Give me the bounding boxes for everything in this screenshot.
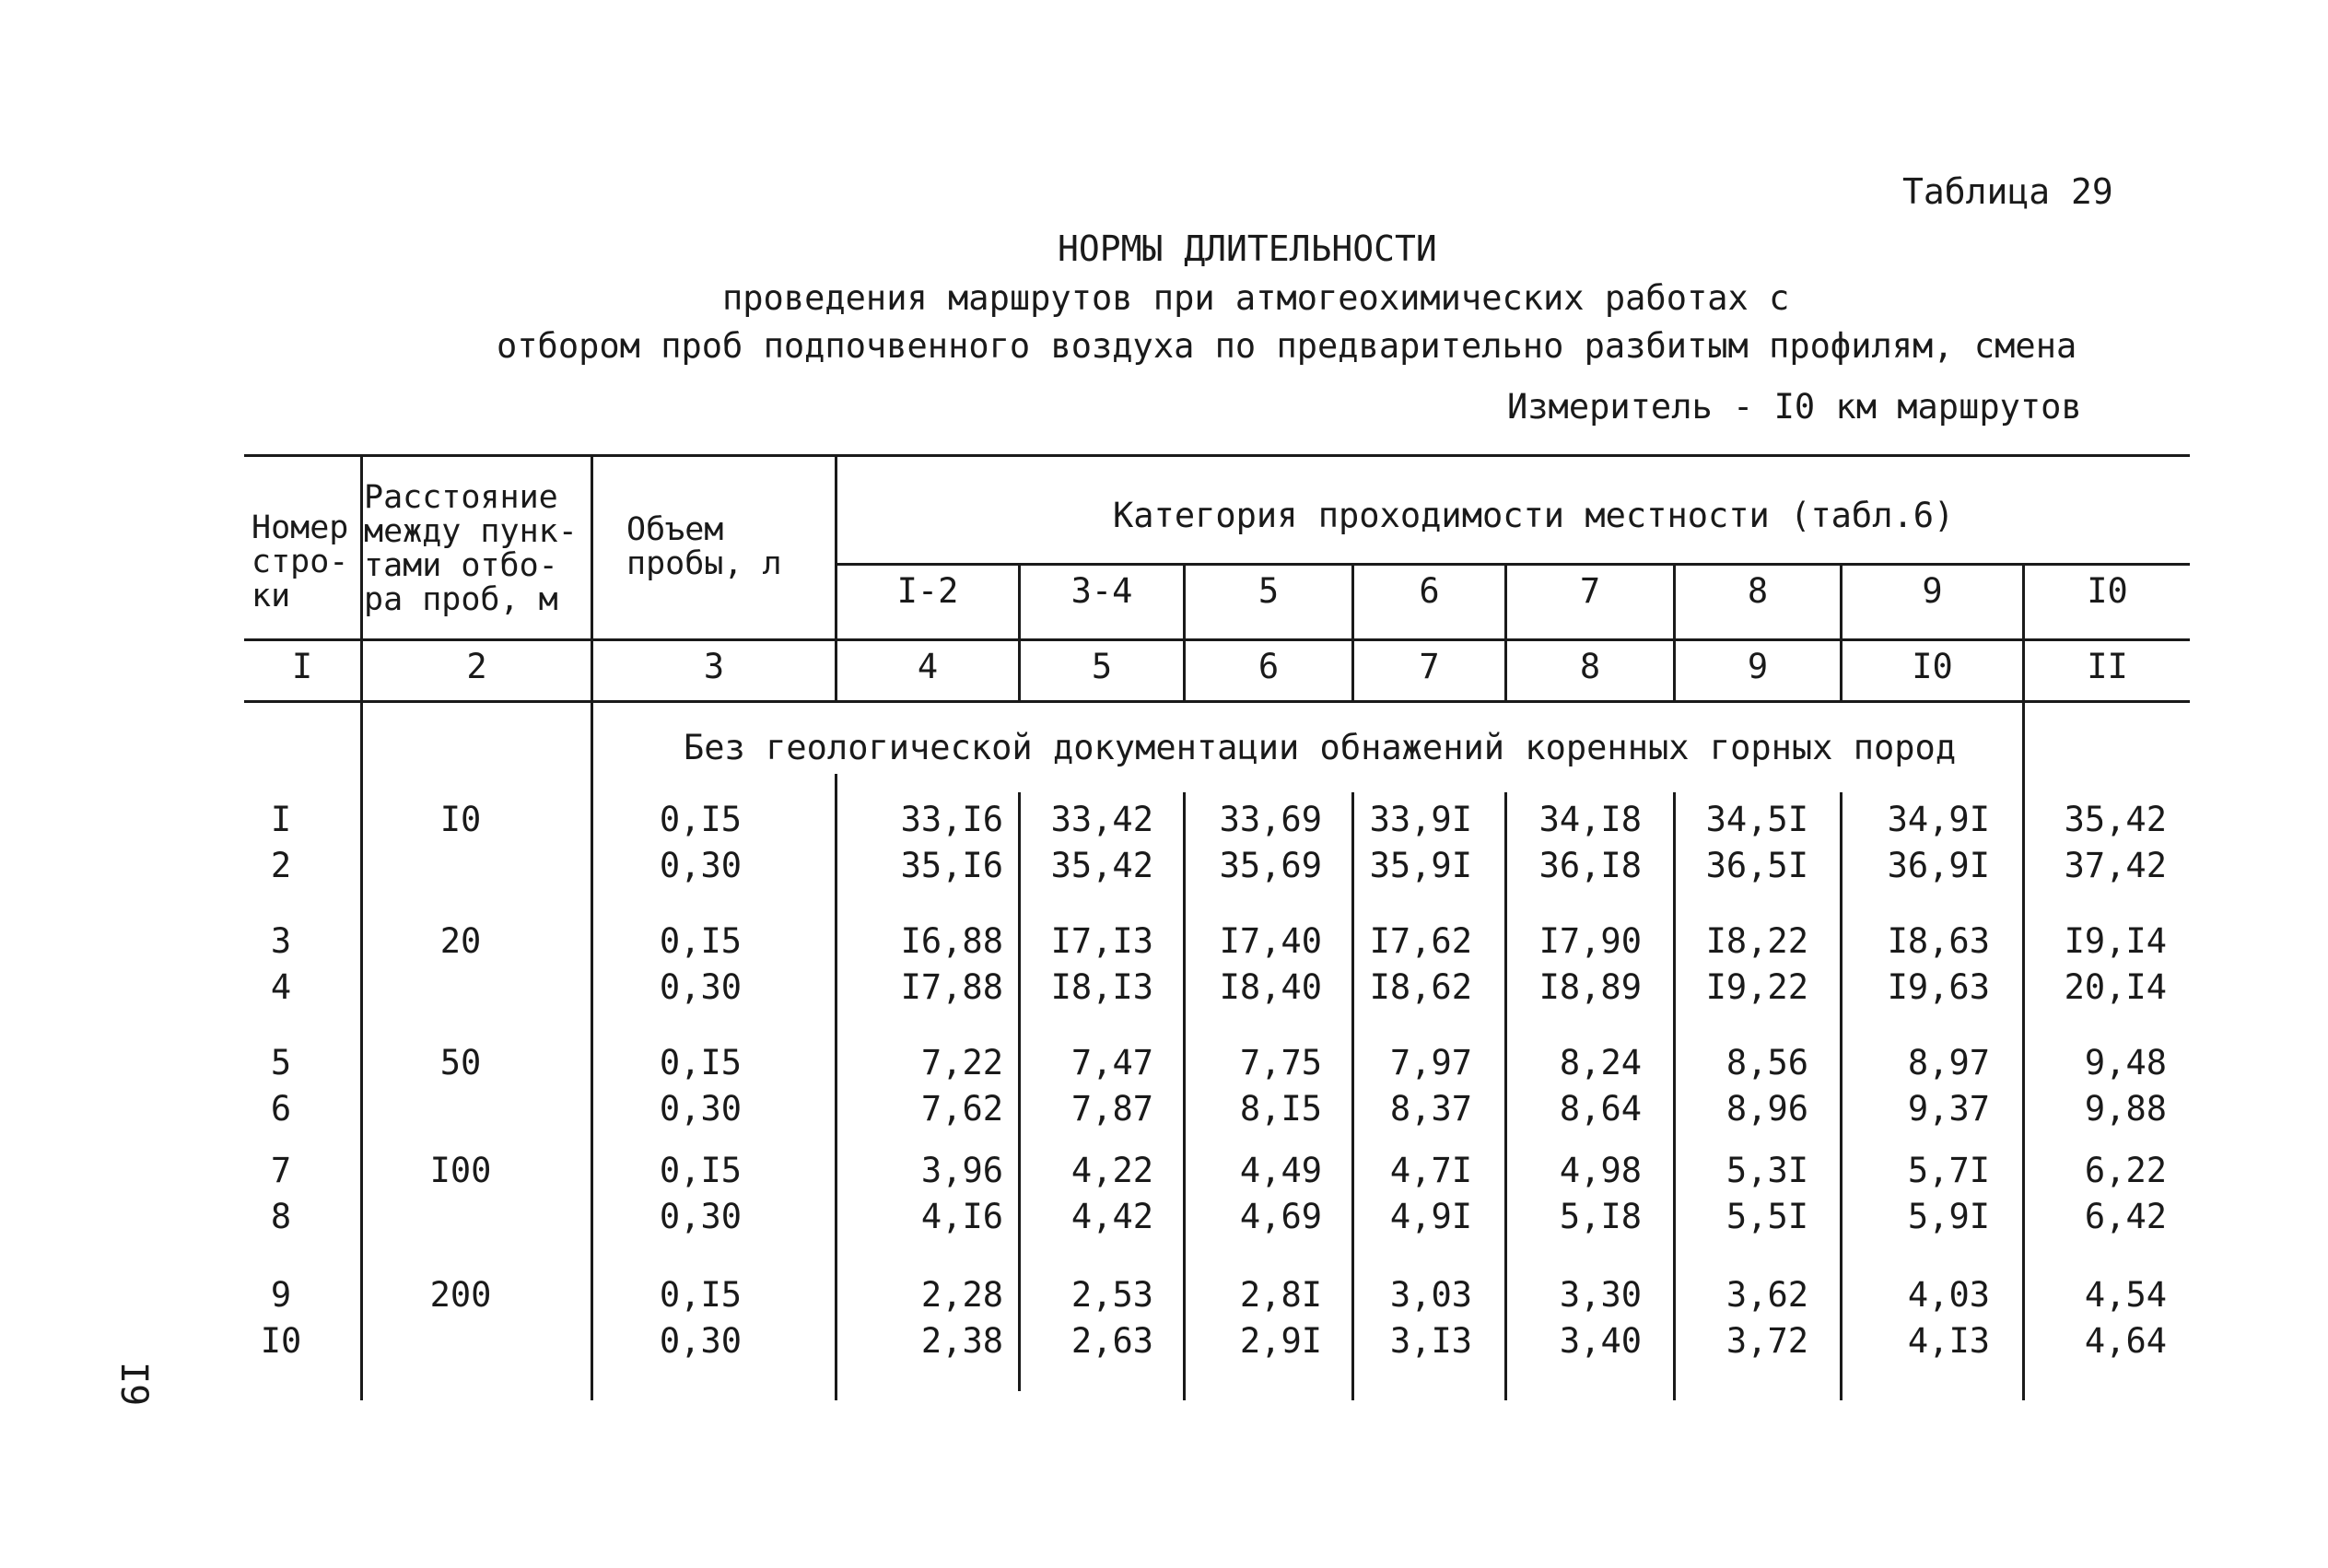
row-number: 5 [270, 1043, 292, 1082]
col-divider [1183, 792, 1186, 1400]
column-number: 6 [1258, 647, 1280, 686]
row-value: 37,42 [2064, 846, 2167, 885]
row-value: 5,7I [1907, 1151, 1990, 1190]
row-value: 8,I5 [1239, 1089, 1322, 1129]
row-number: 8 [270, 1197, 292, 1236]
row-value: 4,I6 [920, 1197, 1003, 1236]
column-number: 8 [1579, 647, 1601, 686]
row-value: 33,42 [1050, 800, 1153, 839]
row-value: 33,69 [1219, 800, 1322, 839]
row-value: 36,9I [1887, 846, 1990, 885]
header-category: 6 [1419, 571, 1440, 611]
row-value: 8,96 [1726, 1089, 1808, 1129]
table-top-rule [244, 454, 2190, 457]
column-number: 2 [466, 647, 487, 686]
row-distance: 200 [429, 1275, 492, 1315]
col-divider [1673, 792, 1676, 1400]
row-value: 3,30 [1559, 1275, 1642, 1315]
header-col-row-number: Номер стро- ки [252, 509, 349, 614]
row-value: 9,88 [2084, 1089, 2167, 1129]
column-number: 5 [1091, 647, 1113, 686]
row-value: I8,63 [1887, 921, 1990, 961]
col-divider [2022, 563, 2025, 1400]
row-value: 4,03 [1907, 1275, 1990, 1315]
row-value: 2,8I [1239, 1275, 1322, 1315]
row-number: 7 [270, 1151, 292, 1190]
row-volume: 0,I5 [659, 800, 742, 839]
row-value: 4,54 [2084, 1275, 2167, 1315]
row-value: I8,89 [1538, 967, 1642, 1007]
row-volume: 0,30 [659, 1197, 742, 1236]
row-value: 3,03 [1389, 1275, 1472, 1315]
row-volume: 0,I5 [659, 921, 742, 961]
unit-note: Измеритель - I0 км маршрутов [1507, 387, 2082, 427]
section-title: Без геологической документации обнажений коренных горных пород [684, 728, 1957, 767]
row-value: 33,I6 [900, 800, 1003, 839]
col-divider [1018, 792, 1021, 1391]
row-value: 35,42 [2064, 800, 2167, 839]
header-col-volume: Объем пробы, л [626, 511, 782, 582]
row-value: 2,38 [920, 1321, 1003, 1361]
row-volume: 0,30 [659, 967, 742, 1007]
row-value: 8,37 [1389, 1089, 1472, 1129]
row-value: 7,62 [920, 1089, 1003, 1129]
row-value: 7,47 [1070, 1043, 1153, 1082]
row-value: 8,97 [1907, 1043, 1990, 1082]
row-value: I7,I3 [1050, 921, 1153, 961]
header-category: 7 [1579, 571, 1601, 611]
row-volume: 0,30 [659, 1321, 742, 1361]
row-value: I9,22 [1705, 967, 1808, 1007]
col-divider [360, 454, 363, 1400]
row-number: 2 [270, 846, 292, 885]
col-divider [1840, 792, 1843, 1400]
row-volume: 0,30 [659, 1089, 742, 1129]
header-category: I0 [2087, 571, 2128, 611]
row-value: 34,I8 [1538, 800, 1642, 839]
row-number: I [270, 800, 292, 839]
row-value: I8,22 [1705, 921, 1808, 961]
row-value: 3,I3 [1389, 1321, 1472, 1361]
row-value: 4,I3 [1907, 1321, 1990, 1361]
header-category: I-2 [896, 571, 959, 611]
header-bottom-rule [244, 638, 2190, 641]
category-group-rule [835, 563, 2190, 566]
row-value: I8,I3 [1050, 967, 1153, 1007]
row-value: 4,64 [2084, 1321, 2167, 1361]
row-number: I0 [260, 1321, 302, 1361]
row-value: 6,42 [2084, 1197, 2167, 1236]
column-number: 3 [703, 647, 725, 686]
row-value: 5,5I [1726, 1197, 1808, 1236]
column-number: 7 [1419, 647, 1440, 686]
column-number: 9 [1747, 647, 1769, 686]
row-volume: 0,I5 [659, 1275, 742, 1315]
row-value: 9,37 [1907, 1089, 1990, 1129]
row-value: 36,5I [1705, 846, 1808, 885]
row-value: 2,63 [1070, 1321, 1153, 1361]
table-subtitle-line-2: отбором проб подпочвенного воздуха по предварительно разбитым профилям, смена [497, 326, 2077, 366]
row-value: 7,97 [1389, 1043, 1472, 1082]
row-value: 35,42 [1050, 846, 1153, 885]
row-number: 6 [270, 1089, 292, 1129]
row-value: 3,72 [1726, 1321, 1808, 1361]
row-value: 7,75 [1239, 1043, 1322, 1082]
row-value: 8,56 [1726, 1043, 1808, 1082]
header-category: 3-4 [1070, 571, 1133, 611]
row-number: 4 [270, 967, 292, 1007]
row-number: 3 [270, 921, 292, 961]
row-value: 36,I8 [1538, 846, 1642, 885]
row-value: 5,9I [1907, 1197, 1990, 1236]
row-value: I7,90 [1538, 921, 1642, 961]
row-number: 9 [270, 1275, 292, 1315]
row-value: 7,22 [920, 1043, 1003, 1082]
col-divider [1504, 792, 1507, 1400]
header-category-group: Категория проходимости местности (табл.6) [1113, 496, 1955, 535]
row-value: I9,63 [1887, 967, 1990, 1007]
row-volume: 0,I5 [659, 1151, 742, 1190]
row-value: 34,9I [1887, 800, 1990, 839]
row-value: 6,22 [2084, 1151, 2167, 1190]
column-numbers-rule [244, 700, 2190, 703]
row-value: 35,I6 [900, 846, 1003, 885]
row-value: 4,49 [1239, 1151, 1322, 1190]
row-value: 7,87 [1070, 1089, 1153, 1129]
row-value: I7,88 [900, 967, 1003, 1007]
row-value: 4,69 [1239, 1197, 1322, 1236]
row-distance: 20 [439, 921, 482, 961]
table-label: Таблица 29 [1902, 171, 2113, 212]
row-distance: I0 [439, 800, 482, 839]
row-value: 4,42 [1070, 1197, 1153, 1236]
row-value: 2,53 [1070, 1275, 1153, 1315]
row-value: I9,I4 [2064, 921, 2167, 961]
page-number: I9 [112, 1362, 155, 1407]
col-divider [835, 774, 837, 1400]
row-volume: 0,30 [659, 846, 742, 885]
row-value: 4,9I [1389, 1197, 1472, 1236]
column-number: II [2087, 647, 2128, 686]
row-value: I8,40 [1219, 967, 1322, 1007]
column-number: I0 [1912, 647, 1953, 686]
row-value: 33,9I [1369, 800, 1472, 839]
row-value: 35,69 [1219, 846, 1322, 885]
table-subtitle-line-1: проведения маршрутов при атмогеохимических работах с [722, 278, 1790, 318]
row-value: I7,62 [1369, 921, 1472, 961]
row-value: I6,88 [900, 921, 1003, 961]
row-value: I7,40 [1219, 921, 1322, 961]
col-divider [591, 454, 593, 1400]
row-value: 2,9I [1239, 1321, 1322, 1361]
row-value: 4,7I [1389, 1151, 1472, 1190]
header-category: 8 [1747, 571, 1769, 611]
row-distance: I00 [429, 1151, 492, 1190]
column-number: I [291, 647, 313, 686]
row-value: 8,64 [1559, 1089, 1642, 1129]
row-value: 4,22 [1070, 1151, 1153, 1190]
header-col-distance: Расстояние между пунк- тами отбо- ра проб, м [364, 479, 578, 618]
row-value: I8,62 [1369, 967, 1472, 1007]
row-value: 4,98 [1559, 1151, 1642, 1190]
row-value: 5,I8 [1559, 1197, 1642, 1236]
row-value: 8,24 [1559, 1043, 1642, 1082]
row-value: 5,3I [1726, 1151, 1808, 1190]
row-distance: 50 [439, 1043, 482, 1082]
column-number: 4 [917, 647, 939, 686]
row-value: 3,40 [1559, 1321, 1642, 1361]
row-value: 34,5I [1705, 800, 1808, 839]
row-value: 3,62 [1726, 1275, 1808, 1315]
row-value: 3,96 [920, 1151, 1003, 1190]
row-value: 9,48 [2084, 1043, 2167, 1082]
row-value: 20,I4 [2064, 967, 2167, 1007]
row-value: 2,28 [920, 1275, 1003, 1315]
header-category: 5 [1258, 571, 1280, 611]
header-category: 9 [1922, 571, 1943, 611]
table-title: НОРМЫ ДЛИТЕЛЬНОСТИ [1058, 228, 1437, 269]
row-value: 35,9I [1369, 846, 1472, 885]
row-volume: 0,I5 [659, 1043, 742, 1082]
